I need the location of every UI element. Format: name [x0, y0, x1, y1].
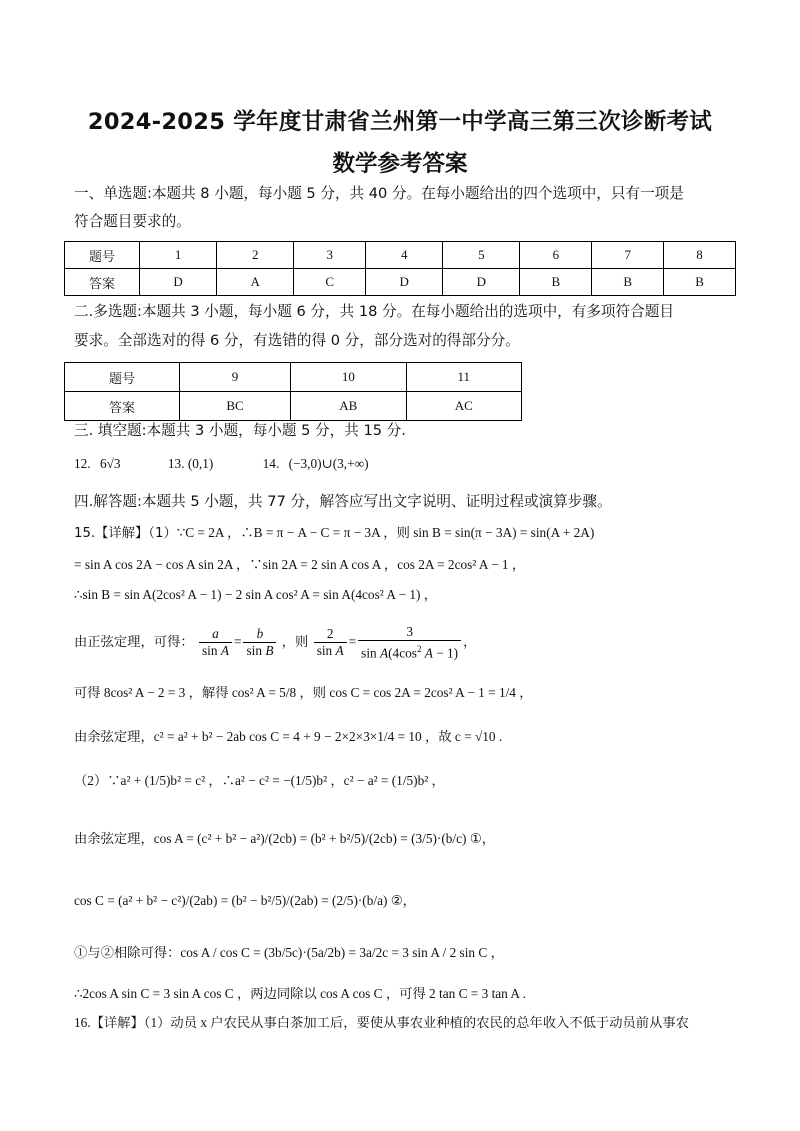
p15-line-11: ∴2cos A sin C = 3 sin A cos C ，两边同除以 cos A cos C ，可得 2 tan C = 3 tan A . — [74, 986, 526, 1001]
p15-line-8: 由余弦定理，cos A = (c² + b² − a²)/(2cb) = (b² + b²/5)/(2cb) = (3/5)·(b/c) ①， — [74, 831, 496, 846]
single-choice-answer-table — [64, 241, 736, 296]
q13-answer: (0,1) — [187, 456, 214, 471]
row-label-answer: 答案 — [65, 392, 180, 421]
p15-text-4a: 由正弦定理，可得： — [74, 633, 194, 649]
table-cell: 1 — [140, 242, 217, 269]
q12-number: 12. — [74, 456, 91, 471]
p15-line-2: = sin A cos 2A − cos A sin 2A ，∵sin 2A = 2 sin A cos A ，cos 2A = 2cos² A − 1 ， — [74, 557, 526, 572]
q12-answer: 6√3 — [99, 456, 121, 471]
table-cell: AB — [291, 392, 406, 421]
fraction: $\frac{b}{\text{sin B}}$ — [243, 626, 276, 659]
fill-blank-answers — [74, 455, 369, 473]
table-cell: 11 — [406, 363, 521, 392]
q13-number: 13. — [167, 456, 185, 471]
table-cell: 2 — [217, 242, 294, 269]
p15-head: 15.【详解】（1） — [74, 526, 177, 541]
q14-answer: (−3,0)∪(3,+∞) — [288, 456, 369, 471]
multi-choice-answer-table — [64, 362, 522, 421]
row-label-question: 题号 — [65, 363, 180, 392]
table-cell: 5 — [443, 242, 520, 269]
section4-heading: 四.解答题:本题共 5 小题，共 77 分，解答应写出文字说明、证明过程或演算步骤。 — [74, 493, 612, 510]
table-cell: C — [294, 269, 366, 296]
table-cell: B — [664, 269, 736, 296]
table-cell: D — [366, 269, 443, 296]
table-cell: BC — [180, 392, 291, 421]
p15-text-1: ∵C = 2A ，∴B = π − A − C = π − 3A ，则 sin B = sin(π − 3A) = sin(A + 2A) — [176, 525, 595, 540]
table-cell: 10 — [291, 363, 406, 392]
answer-key-title: 数学参考答案 — [332, 151, 468, 177]
row-label-answer: 答案 — [65, 269, 140, 296]
table-cell: 9 — [180, 363, 291, 392]
table-cell: 8 — [664, 242, 736, 269]
row-label-question: 题号 — [65, 242, 140, 269]
table-cell: D — [140, 269, 217, 296]
table-cell: 3 — [294, 242, 366, 269]
table-cell: 6 — [520, 242, 592, 269]
table-cell: 4 — [366, 242, 443, 269]
table-row-questions — [65, 242, 736, 269]
p15-line-1 — [74, 524, 594, 543]
table-row-answers — [65, 269, 736, 296]
section1-heading-a: 一、单选题:本题共 8 小题，每小题 5 分，共 40 分。在每小题给出的四个选项中，只有一项是 — [74, 185, 684, 202]
section2-heading-b: 要求。全部选对的得 6 分，有选错的得 0 分，部分选对的得部分分。 — [74, 332, 520, 349]
section1-heading-b: 符合题目要求的。 — [74, 213, 191, 230]
section2-heading-a: 二.多选题:本题共 3 小题，每小题 6 分，共 18 分。在每小题给出的选项中，有多项符合题目 — [74, 303, 674, 320]
table-cell: B — [592, 269, 664, 296]
table-cell: B — [520, 269, 592, 296]
table-cell: AC — [406, 392, 521, 421]
table-cell: 7 — [592, 242, 664, 269]
fraction: $\frac{3}{\sin A(4\cos^2 A - 1)}$ — [358, 624, 461, 661]
table-row-answers — [65, 392, 522, 421]
fraction: $\frac{a}{\text{sin A}}$ — [199, 626, 232, 659]
section3-heading: 三. 填空题:本题共 3 小题，每小题 5 分，共 15 分. — [74, 422, 406, 439]
p15-line-4: 由正弦定理，可得： $\frac{a}{\text{sin A}}$ = $\frac{b}{\text{sin B}}$ ，则 $\frac{2}{\text{sin A}}$ = $\frac{3}{\sin A(4\cos^2 A - 1)}$ ， — [74, 624, 477, 661]
q14-number: 14. — [262, 456, 280, 471]
p15-line-5: 可得 8cos² A − 2 = 3 ，解得 cos² A = 5/8 ，则 cos C = cos 2A = 2cos² A − 1 = 1/4 ， — [74, 685, 533, 700]
p16-line-1: 16.【详解】（1）动员 x 户农民从事白茶加工后，要使从事农业种植的农民的总年收入不低于动员前从事农 — [74, 1015, 689, 1030]
table-row-questions — [65, 363, 522, 392]
table-cell: D — [443, 269, 520, 296]
p15-line-10: ①与②相除可得：cos A / cos C = (3b/5c)·(5a/2b) = 3a/2c = 3 sin A / 2 sin C ， — [74, 945, 504, 960]
fraction: $\frac{2}{\text{sin A}}$ — [314, 626, 347, 659]
exam-title: 2024-2025 学年度甘肃省兰州第一中学高三第三次诊断考试 — [87, 109, 713, 135]
p15-line-3: ∴sin B = sin A(2cos² A − 1) − 2 sin A cos² A = sin A(4cos² A − 1) ， — [74, 587, 438, 602]
p15-line-6: 由余弦定理，c² = a² + b² − 2ab cos C = 4 + 9 − 2×2×3×1/4 = 10 ，故 c = √10 . — [74, 729, 503, 744]
table-cell: A — [217, 269, 294, 296]
p15-text-4b: ，则 — [281, 633, 309, 649]
p15-line-9: cos C = (a² + b² − c²)/(2ab) = (b² − b²/5)/(2ab) = (2/5)·(b/a) ②， — [74, 893, 416, 908]
p15-line-7: （2）∵a² + (1/5)b² = c² ，∴a² − c² = −(1/5)b² ，c² − a² = (1/5)b² ， — [74, 773, 445, 788]
